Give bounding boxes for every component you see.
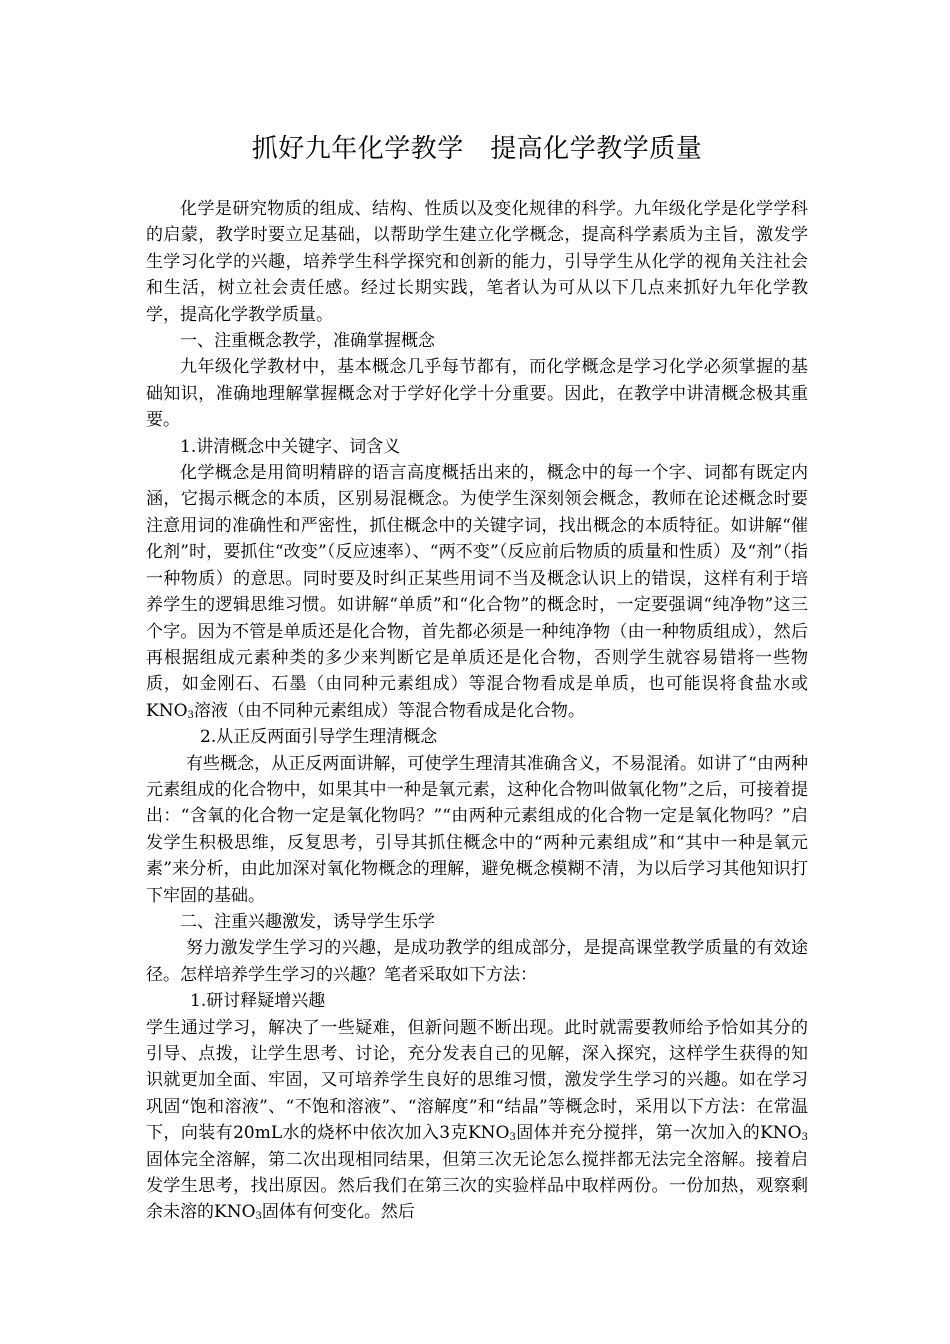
text-run: 学生通过学习，解决了一些疑难，但新问题不断出现。此时就需要教师给予恰如其分的引导、点拨，让学生思考、讨论，充分发表自己的见解，深入探究，这样学生获得的知识就更加全面、牢固，又可培养学生良好的思维习惯，激发学生学习的兴趣。如在学习巩固“饱和溶液”、“不饱和溶液”、“溶解度”和“结晶”等概念时，采用以下方法：在常温下，向装有20mL水的烧杯中依次加入3克KNO — [146, 1017, 808, 1144]
section-2-paragraph: 努力激发学生学习的兴趣，是成功教学的组成部分，是提高课堂教学质量的有效途径。怎样培养学生学习的兴趣？笔者采取如下方法： — [146, 938, 808, 985]
subsection-heading-1-2: 2.从正反两面引导学生理清概念 — [200, 727, 438, 748]
text-run: 固体有何变化。然后 — [261, 1202, 415, 1223]
subscript: 3 — [801, 1132, 808, 1144]
text-run: 溶液（由不同种元素组成）等混合物看成是化合物。 — [193, 700, 585, 721]
document-body — [146, 196, 808, 1226]
intro-paragraph: 化学是研究物质的组成、结构、性质以及变化规律的科学。九年级化学是化学学科的启蒙，教学时要立足基础，以帮助学生建立化学概念，提高科学素质为主旨，激发学生学习化学的兴趣，培养学生科学探究和创新的能力，引导学生从化学的视角关注社会和生活，树立社会责任感。经过长期实践，笔者认为可从以下几点来抓好九年化学教学，提高化学教学质量。 — [146, 199, 808, 325]
document-title: 抓好九年化学教学 提高化学教学质量 — [251, 134, 703, 164]
section-1-paragraph: 九年级化学教材中，基本概念几乎每节都有，而化学概念是学习化学必须掌握的基础知识，准确地理解掌握概念对于学好化学十分重要。因此，在教学中讲清概念极其重要。 — [146, 357, 808, 431]
text-run: 固体并充分搅拌，第一次加入的KNO — [515, 1123, 802, 1144]
subsection-1-1-paragraph — [146, 460, 808, 724]
subsection-2-1-paragraph — [146, 1015, 808, 1226]
subsection-1-2-paragraph: 有些概念，从正反两面讲解，可使学生理清其准确含义，不易混淆。如讲了“由两种元素组成的化合物中，如果其中一种是氧元素，这种化合物叫做氧化物”之后，可接着提出：“含氧的化合物一定是氧化物吗？”“由两种元素组成的化合物一定是氧化物吗？”启发学生积极思维，反复思考，引导其抓住概念中的“两种元素组成”和“其中一种是氧元素”来分析，由此加深对氧化物概念的理解，避免概念模糊不清，为以后学习其他知识打下牢固的基础。 — [146, 753, 808, 906]
text-run: 固体完全溶解，第二次出现相同结果，但第三次无论怎么搅拌都无法完全溶解。接着启发学生思考，找出原因。然后我们在第三次的实验样品中取样两份。一份加热，观察剩余未溶的KNO — [146, 1149, 808, 1223]
section-heading-2: 二、注重兴趣激发，诱导学生乐学 — [180, 911, 435, 932]
subscript: 3 — [187, 709, 194, 721]
subsection-heading-1-1: 1.讲清概念中关键字、词含义 — [180, 436, 401, 457]
text-run: 化学概念是用简明精辟的语言高度概括出来的，概念中的每一个字、词都有既定内涵，它揭示概念的本质，区别易混概念。为使学生深刻领会概念，教师在论述概念时要注意用词的准确性和严密性，抓住概念中的关键字词，找出概念的本质特征。如讲解“催化剂”时，要抓住“改变”（反应速率）、“两不变”（反应前后物质的质量和性质）及“剂”（指一种物质）的意思。同时要及时纠正某些用词不当及概念认识上的错误，这样有利于培养学生的逻辑思维习惯。如讲解“单质”和“化合物”的概念时，一定要强调“纯净物”这三个字。因为不管是单质还是化合物，首先都必须是一种纯净物（由一种物质组成），然后再根据组成元素种类的多少来判断它是单质还是化合物，否则学生就容易错将一些物质，如金刚石、石墨（由同种元素组成）等混合物看成是单质，也可能误将食盐水或KNO — [146, 463, 808, 721]
section-heading-1: 一、注重概念教学，准确掌握概念 — [180, 331, 435, 352]
document-page — [146, 0, 808, 1344]
subscript: 3 — [255, 1211, 262, 1223]
subscript: 3 — [509, 1132, 516, 1144]
subsection-heading-2-1: 1.研讨释疑增兴趣 — [190, 991, 326, 1012]
